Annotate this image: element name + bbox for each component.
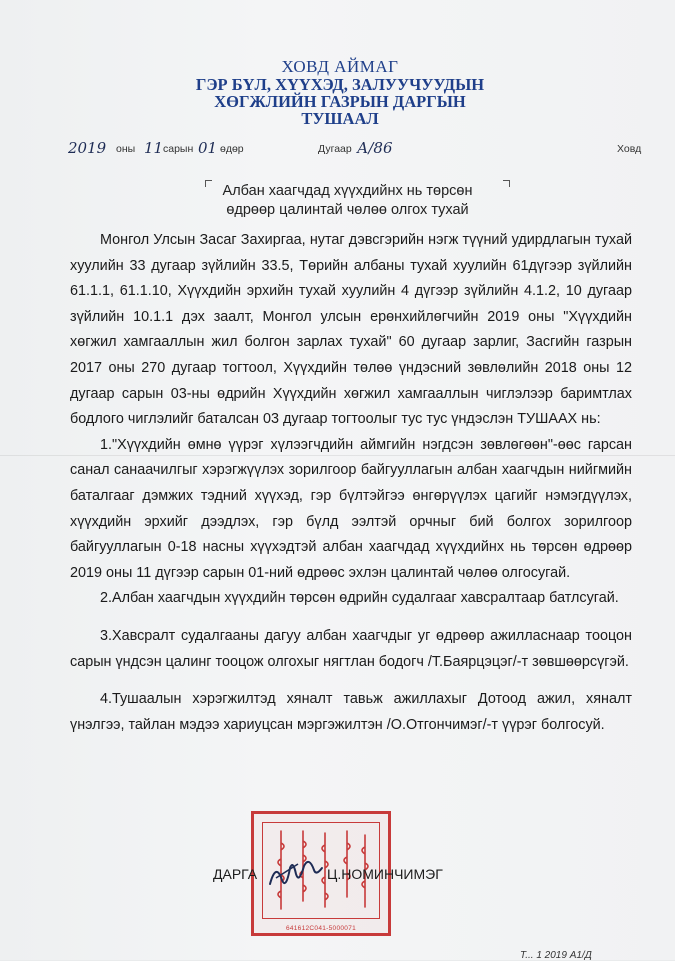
- item-2-paragraph: 2.Албан хаагчдын хүүхдийн төрсөн өдрийн судалгааг хавсралтаар батлсугай.: [100, 590, 619, 607]
- title-line1: Албан хаагчдад хүүхдийнх нь төрсөн: [222, 183, 473, 199]
- handwritten-signature: [266, 858, 326, 892]
- stamp-registry-code: 641612С041-5000071: [285, 925, 357, 932]
- item-4-paragraph: 4.Тушаалын хэрэгжилтэд хяналт тавьж ажиллахыг Дотоод ажил, хяналт үнэлгээ, тайлан мэдээ хариуцсан мэргэжилтэн /О.Отгончимэг/-т үүрэг болгосуй.: [70, 691, 632, 733]
- date-month: 11: [144, 139, 164, 157]
- footer-reference: Т... 1 2019 А1/Д: [520, 950, 592, 961]
- title-line2: өдрөөр цалинтай чөлөө олгох тухай: [226, 202, 469, 218]
- title-bracket-left: [205, 180, 212, 187]
- title-bracket-right: [503, 180, 510, 187]
- date-day: 01: [198, 139, 218, 157]
- header-agency-line2: ХӨГЖЛИЙН ГАЗРЫН ДАРГЫН: [214, 92, 466, 111]
- date-month-label: сарын: [163, 143, 194, 155]
- preamble-paragraph: Монгол Улсын Засаг Захиргаа, нутаг дэвсгэрийн нэгж түүний удирдлагын тухай хуулийн 33 дугаар зүйлийн 33.5, Төрийн албаны тухай хуулийн 61дүгээр зүйлийн 61.1.1, 61.1.10, Хүүхдийн эрхийн тухай хуулийн 4 дүгээр зүйлийн 4.1.2, 10 дугаар зүйлийн 10.1.1 дэх заалт, Монгол улсын ерөнхийлөгчийн 2019 оны "Хүүхдийн хөгжил хамгааллын жил болгон зарлах тухай" 60 дугаар зарлиг, Засгийн газрын 2017 оны 270 дугаар тогтоол, Хүүхдийн төлөө үндэсний зөвлөлийн 2018 оны 12 дугаар сарын 03-ны өдрийн Хүүхдийн хөгжил хамгааллын чиглэлээр баримтлах бодлого чиглэлийг баталсан 03 дугаар тогтоолыг тус тус үндэслэн ТУШААХ нь:: [70, 232, 632, 428]
- document-body: [70, 228, 632, 738]
- header-agency-line1: ГЭР БҮЛ, ХҮҮХЭД, ЗАЛУУЧУУДЫН: [195, 75, 485, 94]
- item-3-paragraph: 3.Хавсралт судалгааны дагуу албан хаагчдыг уг өдрөөр ажилласнаар тооцон сарын үндсэн цалинг тооцож олгохыг нягтлан бодогч /Т.Баярцэцэг/-т зөвшөөрсүгэй.: [70, 627, 632, 670]
- signatory-name: Ц.НОМИНЧИМЭГ: [327, 866, 443, 882]
- order-number: А/86: [357, 139, 393, 157]
- place-name: Ховд: [617, 143, 642, 155]
- date-day-label: өдөр: [220, 143, 244, 155]
- date-year: 2019: [68, 139, 107, 157]
- item-1-paragraph: 1."Хүүхдийн өмнө үүрэг хүлээгчдийн аймгийн нэгдсэн зөвлөгөөн"-өөс гарсан санал санаачилгыг хэрэгжүүлэх зорилгоор байгууллагын албан хаагчдын нийгмийн баталгааг дэмжих тэдний хүүхэд, гэр бүлтэйгээ өнгөрүүлэх цагийг нэмэгдүүлэх, хүүхдийн эрхийг дээдлэх, гэр бүлд ээлтэй орчныг бий болгох зорилгоор байгууллагын 0-18 насны хүүхэдтэй албан хаагчдад хүүхдийнх нь төрсөн өдрөөр 2019 оны 11 дүгээр сарын 01-ний өдрөөс эхлэн цалинтай чөлөө олгосугай.: [70, 436, 632, 581]
- number-label: Дугаар: [318, 143, 352, 155]
- header-aimag: ХОВД АЙМАГ: [281, 57, 399, 76]
- date-year-label: оны: [116, 143, 136, 155]
- signatory-title: ДАРГА: [213, 866, 258, 882]
- header-order: ТУШААЛ: [301, 109, 379, 128]
